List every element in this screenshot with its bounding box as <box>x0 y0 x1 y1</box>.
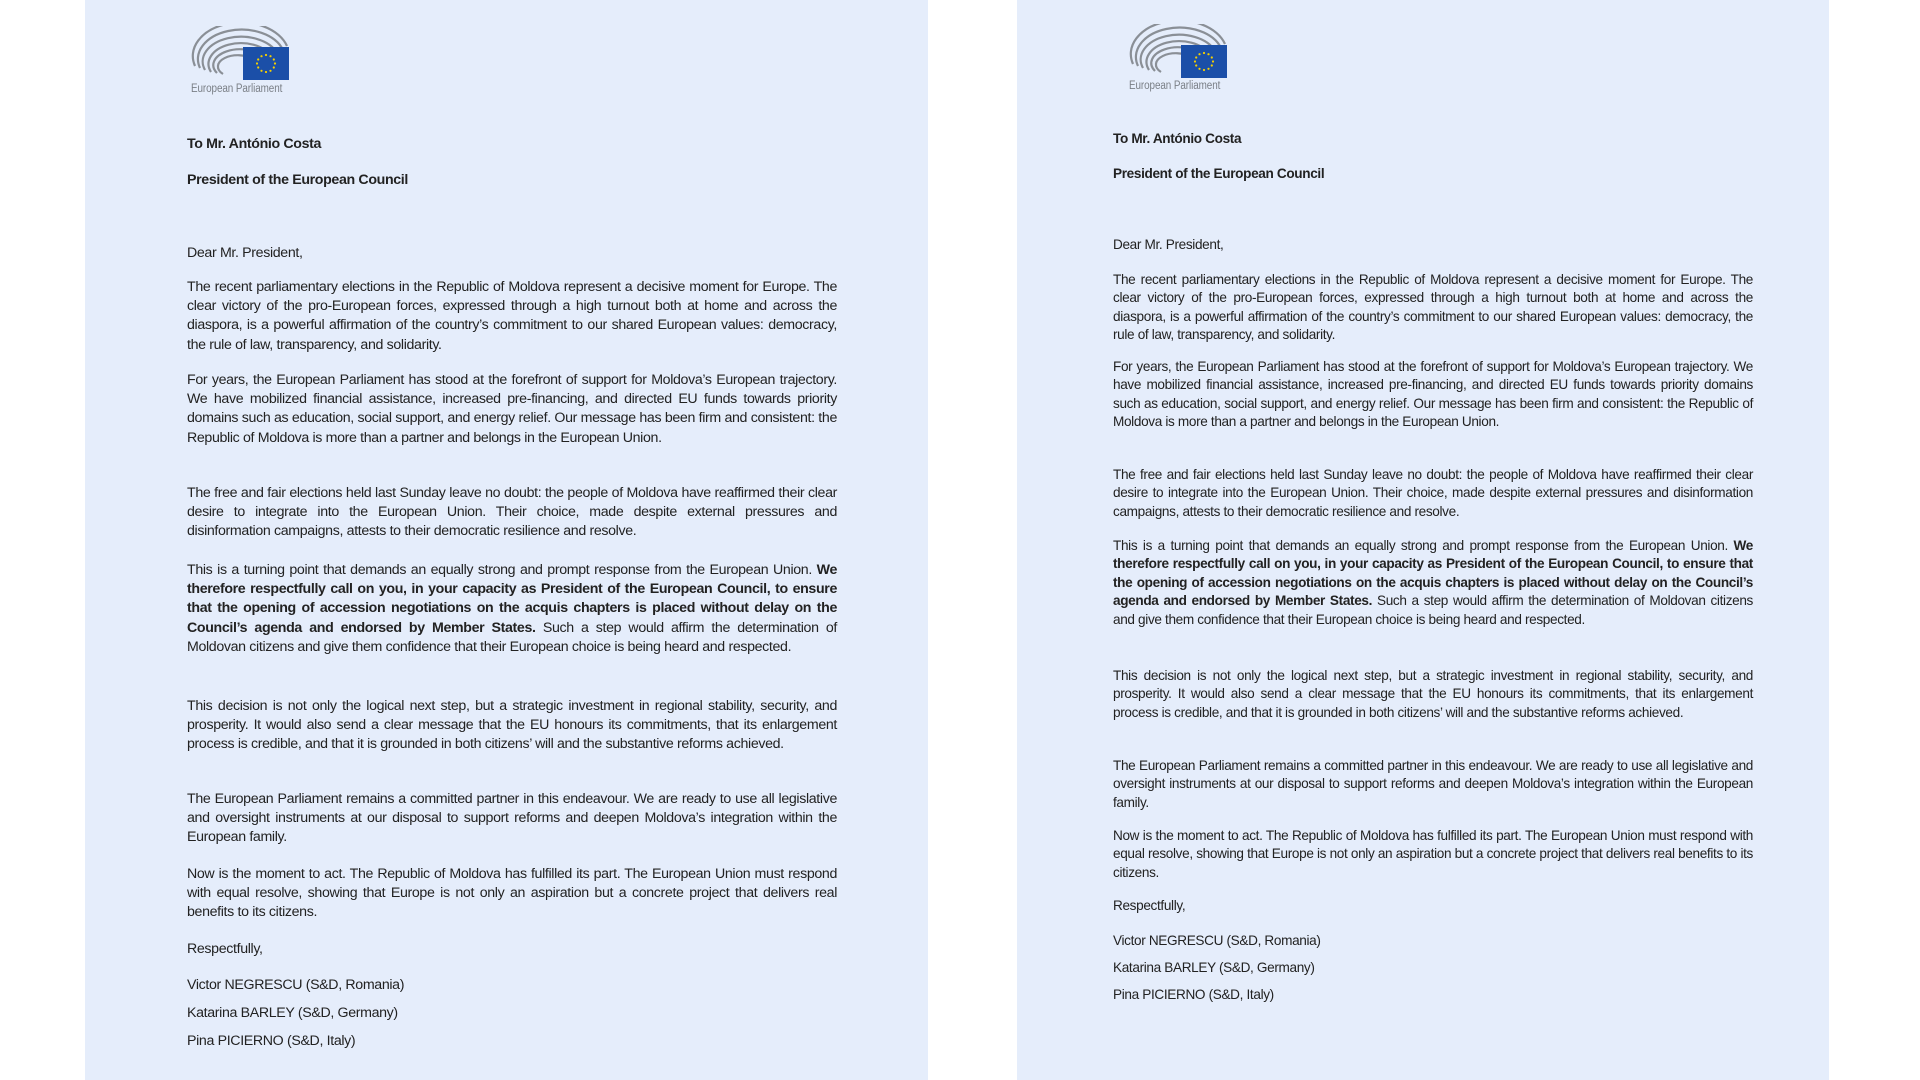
letter-page-right <box>1017 0 1829 1080</box>
logo-label: European Parliament <box>191 83 283 95</box>
paragraph-7: Now is the moment to act. The Republic of Moldova has fulfilled its part. The European Union must respond with equal resolve, showing that Europe is not only an aspiration but a concrete project that delivers real benefits to its citizens. <box>1113 828 1753 880</box>
paragraph-4: This is a turning point that demands an equally strong and prompt response from the European Union. We therefore respectfully call on you, in your capacity as President of the European Council, to ensure that the opening of accession negotiations on the acquis chapters is placed without delay on the Council’s agenda and endorsed by Member States. Such a step would affirm the determination of Moldovan citizens and give them confidence that their European choice is being heard and respected. <box>187 562 838 655</box>
signatory-3: Pina PICIERNO (S&D, Italy) <box>187 1033 356 1049</box>
eu-flag-icon <box>243 47 289 80</box>
salutation: Dear Mr. President, <box>1113 237 1224 252</box>
letter-page-left <box>85 0 928 1080</box>
paragraph-5: This decision is not only the logical next step, but a strategic investment in regional stability, security, and prosperity. It would also send a clear message that the EU honours its commitments, that its enlargement process is credible, and that it is grounded in both citizens’ will and the substantive reforms achieved. <box>1113 668 1753 720</box>
recipient-title: President of the European Council <box>187 172 408 188</box>
paragraph-3: The free and fair elections held last Sunday leave no doubt: the people of Moldova have reaffirmed their clear desire to integrate into the European Union. Their choice, made despite external pressures and disinformation campaigns, attests to their democratic resilience and resolve. <box>1113 467 1753 519</box>
closing: Respectfully, <box>1113 898 1186 913</box>
european-parliament-logo <box>1129 24 1229 92</box>
recipient-name: To Mr. António Costa <box>187 136 322 152</box>
paragraph-6: The European Parliament remains a committed partner in this endeavour. We are ready to use all legislative and oversight instruments at our disposal to support reforms and deepen Moldova’s integration within the European family. <box>187 791 837 846</box>
signatory-2: Katarina BARLEY (S&D, Germany) <box>1113 960 1315 975</box>
paragraph-6: The European Parliament remains a committed partner in this endeavour. We are ready to use all legislative and oversight instruments at our disposal to support reforms and deepen Moldova’s integration within the European family. <box>1113 758 1753 810</box>
bold-request: We therefore respectfully call on you, in your capacity as President of the European Council, to ensure that the opening of accession negotiations on the acquis chapters is placed without delay on the Council’s agenda and endorsed by Member States. <box>1113 538 1753 609</box>
paragraph-7: Now is the moment to act. The Republic of Moldova has fulfilled its part. The European Union must respond with equal resolve, showing that Europe is not only an aspiration but a concrete project that delivers real benefits to its citizens. <box>187 866 837 921</box>
signatory-1: Victor NEGRESCU (S&D, Romania) <box>187 977 405 993</box>
logo-label: European Parliament <box>1129 80 1221 92</box>
european-parliament-logo <box>191 26 291 95</box>
signatory-2: Katarina BARLEY (S&D, Germany) <box>187 1005 398 1021</box>
bold-request: We therefore respectfully call on you, in your capacity as President of the European Council, to ensure that the opening of accession negotiations on the acquis chapters is placed without delay on the Council’s agenda and endorsed by Member States. <box>187 562 837 636</box>
paragraph-1: The recent parliamentary elections in the Republic of Moldova represent a decisive moment for Europe. The clear victory of the pro-European forces, expressed through a high turnout both at home and across the diaspora, is a powerful affirmation of the country’s commitment to our shared European values: democracy, the rule of law, transparency, and solidarity. <box>1113 272 1753 343</box>
paragraph-3: The free and fair elections held last Sunday leave no doubt: the people of Moldova have reaffirmed their clear desire to integrate into the European Union. Their choice, made despite external pressures and disinformation campaigns, attests to their democratic resilience and resolve. <box>187 485 837 540</box>
paragraph-5: This decision is not only the logical next step, but a strategic investment in regional stability, security, and prosperity. It would also send a clear message that the EU honours its commitments, that its enlargement process is credible, and that it is grounded in both citizens’ will and the substantive reforms achieved. <box>187 698 837 753</box>
recipient-name: To Mr. António Costa <box>1113 131 1242 146</box>
parliament-hemicycle-icon <box>1129 24 1229 80</box>
paragraph-4: This is a turning point that demands an equally strong and prompt response from the European Union. We therefore respectfully call on you, in your capacity as President of the European Council, to ensure that the opening of accession negotiations on the acquis chapters is placed without delay on the Council’s agenda and endorsed by Member States. Such a step would affirm the determination of Moldovan citizens and give them confidence that their European choice is being heard and respected. <box>1113 538 1754 627</box>
paragraph-2: For years, the European Parliament has stood at the forefront of support for Moldova’s European trajectory. We have mobilized financial assistance, increased pre-financing, and directed EU funds towards priority domains such as education, social support, and energy relief. Our message has been firm and consistent: the Republic of Moldova is more than a partner and belongs in the European Union. <box>187 372 837 446</box>
salutation: Dear Mr. President, <box>187 245 303 261</box>
paragraph-1: The recent parliamentary elections in the Republic of Moldova represent a decisive moment for Europe. The clear victory of the pro-European forces, expressed through a high turnout both at home and across the diaspora, is a powerful affirmation of the country’s commitment to our shared European values: democracy, the rule of law, transparency, and solidarity. <box>187 279 837 353</box>
parliament-hemicycle-icon <box>191 26 291 82</box>
paragraph-2: For years, the European Parliament has stood at the forefront of support for Moldova’s European trajectory. We have mobilized financial assistance, increased pre-financing, and directed EU funds towards priority domains such as education, social support, and energy relief. Our message has been firm and consistent: the Republic of Moldova is more than a partner and belongs in the European Union. <box>1113 359 1753 430</box>
signatory-3: Pina PICIERNO (S&D, Italy) <box>1113 987 1274 1002</box>
recipient-title: President of the European Council <box>1113 166 1325 181</box>
signatory-1: Victor NEGRESCU (S&D, Romania) <box>1113 933 1321 948</box>
eu-flag-icon <box>1181 45 1227 78</box>
closing: Respectfully, <box>187 941 263 957</box>
